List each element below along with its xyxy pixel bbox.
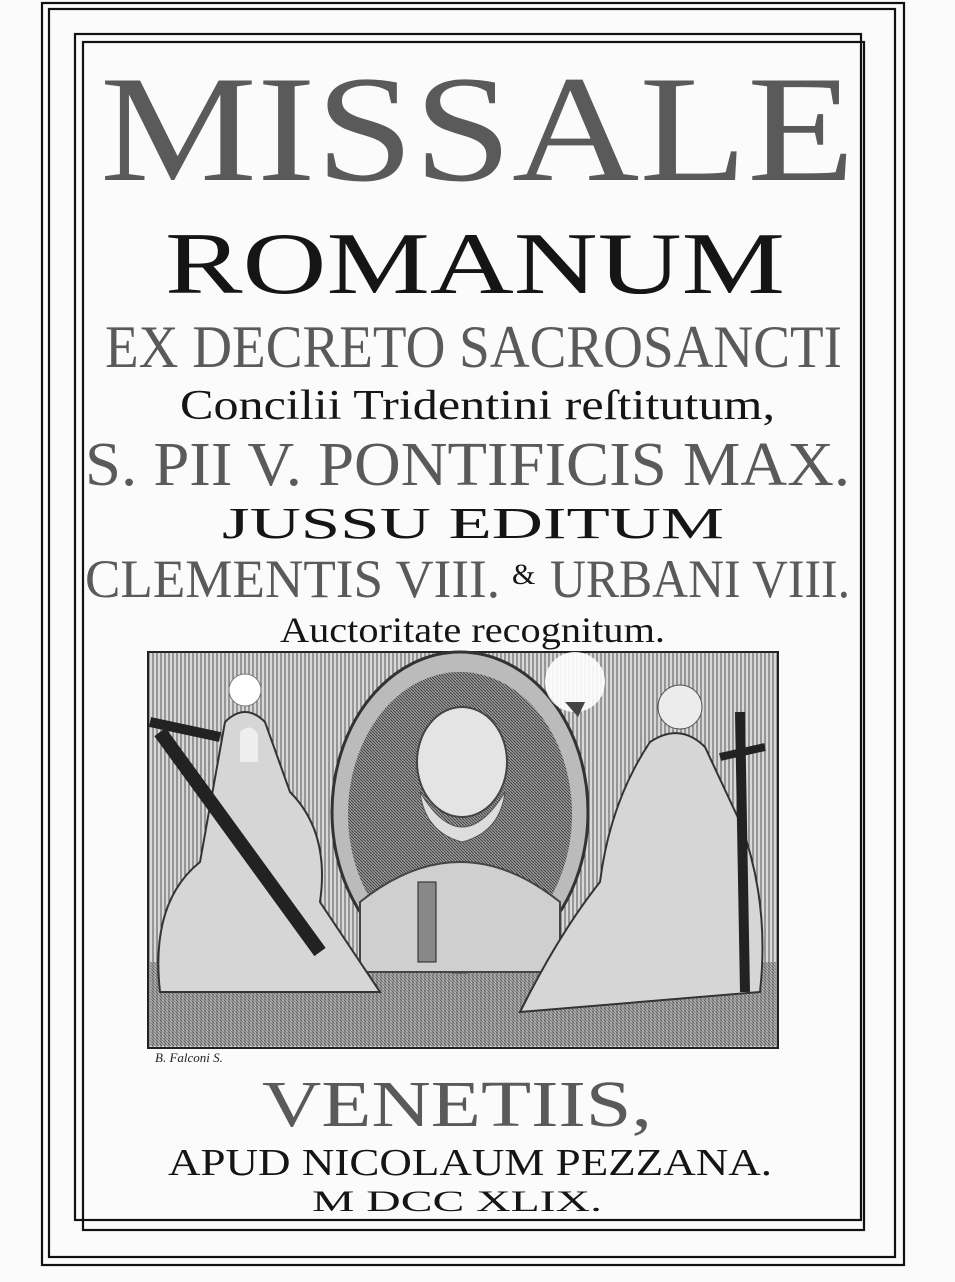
line-auctoritate: Auctoritate recognitum.	[280, 610, 665, 650]
line-pii-v: S. PII V. PONTIFICIS MAX.	[85, 431, 850, 499]
line-concilii: Concilii Tridentini reſtitutum,	[180, 383, 775, 429]
line-clementis: CLEMENTIS VIII.	[85, 549, 500, 609]
imprint-year: M DCC XLIX.	[312, 1185, 602, 1218]
line-jussu-editum: JUSSU EDITUM	[222, 499, 724, 548]
imprint-printer: APUD NICOLAUM PEZZANA.	[168, 1142, 772, 1184]
line-ex-decreto: EX DECRETO SACROSANCTI	[105, 314, 842, 380]
title-romanum: ROMANUM	[165, 216, 785, 313]
line-ampersand: &	[512, 558, 536, 591]
engraving-saint-peter	[148, 652, 778, 1048]
line-urbani: URBANI VIII.	[550, 549, 850, 609]
title-missale: MISSALE	[100, 45, 855, 213]
imprint-place: VENETIIS,	[262, 1068, 652, 1141]
engraver-signature: B. Falconi S.	[155, 1050, 223, 1065]
